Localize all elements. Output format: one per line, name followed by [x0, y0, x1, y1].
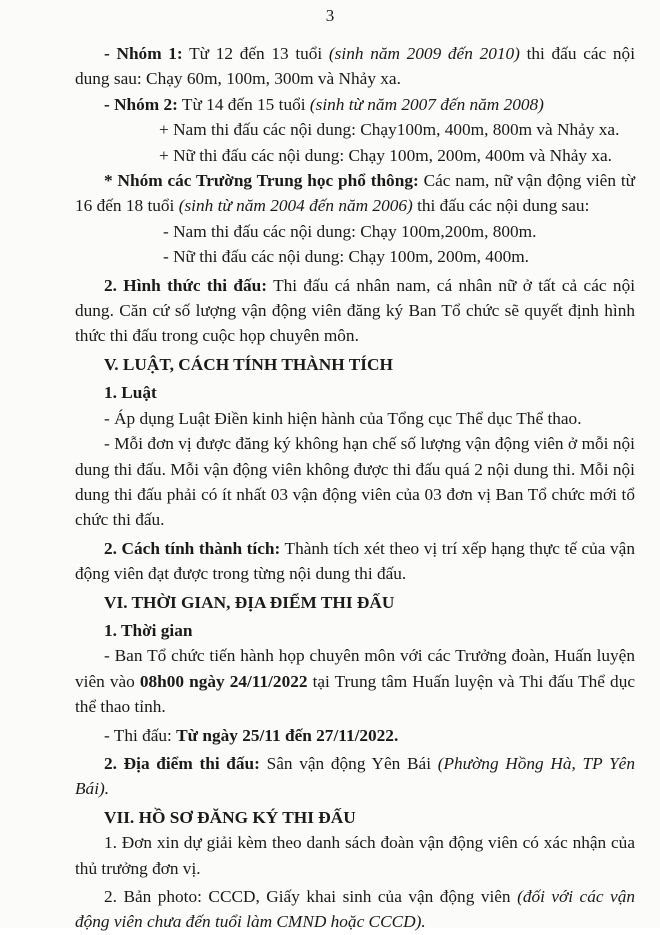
- document-body: [75, 41, 635, 935]
- highschool-birth-years: (sinh từ năm 2004 đến năm 2006): [178, 196, 413, 216]
- group-2-label: - Nhóm 2:: [104, 94, 178, 114]
- group-2-male-events: + Nam thi đấu các nội dung: Chạy100m, 400m, 800m và Nhảy xa.: [159, 120, 620, 140]
- paragraph-highschool-group: [75, 168, 635, 219]
- highschool-text: Các nam, nữ vận động viên từ 16 đến 18 tuổi: [75, 171, 636, 216]
- subheading-time: 1. Thời gian: [104, 620, 193, 640]
- section-heading-v: V. LUẬT, CÁCH TÍNH THÀNH TÍCH: [104, 354, 393, 374]
- competition-format-label: 2. Hình thức thi đấu:: [104, 275, 268, 295]
- venue-label: 2. Địa điểm thi đấu:: [104, 753, 260, 773]
- venue-address: (Phường Hồng Hà, TP Yên Bái).: [75, 753, 635, 799]
- section-heading-vii: VII. HỒ SƠ ĐĂNG KÝ THI ĐẤU: [104, 807, 356, 827]
- scoring-label: 2. Cách tính thành tích:: [104, 538, 281, 558]
- registration-2-text: 2. Bản photo: CCCD, Giấy khai sinh của vận động viên: [104, 887, 518, 906]
- paragraph-rules-2: - Mỗi đơn vị được đăng ký không hạn chế số lượng vận động viên ở mỗi nội dung thi đấu. Mỗi vận động viên không được thi đấu quá 2 nội dung thi. Mỗi nội dung thi đấu phải có ít nhất 03 vận động viên của 03 đơn vị Ban Tổ chức mới tổ chức thi đấu.: [75, 434, 635, 530]
- paragraph-meeting: [75, 643, 635, 719]
- highschool-female-events: - Nữ thi đấu các nội dung: Chạy 100m, 200m, 400m.: [163, 247, 529, 267]
- group-1-events: thi đấu các nội dung sau: Chạy 60m, 100m, 300m và Nhảy xa.: [75, 44, 635, 89]
- subheading-rules: 1. Luật: [104, 383, 157, 403]
- meeting-datetime: 08h00 ngày 24/11/2022: [139, 671, 308, 691]
- group-1-label: - Nhóm 1:: [104, 44, 183, 63]
- group-1-text: Từ 12 đến 13 tuổi: [182, 44, 329, 63]
- paragraph-group-1: [75, 41, 635, 92]
- paragraph-competition-dates: [75, 723, 635, 748]
- venue-name: Sân vận động Yên Bái: [259, 753, 438, 773]
- page-number: 3: [325, 6, 335, 25]
- paragraph-rules-1: - Áp dụng Luật Điền kinh hiện hành của Tổng cục Thể dục Thể thao.: [104, 408, 582, 428]
- paragraph-venue: [75, 751, 635, 802]
- highschool-label: * Nhóm các Trường Trung học phổ thông:: [104, 171, 419, 191]
- group-2-text: Từ 14 đến 15 tuổi: [177, 94, 310, 114]
- meeting-location: tại Trung tâm Huấn luyện và Thi đấu Thể dục thể thao tỉnh.: [75, 671, 636, 717]
- competition-format-text: Thi đấu cá nhân nam, cá nhân nữ ở tất cả các nội dung. Căn cứ số lượng vận động viên đăng ký Ban Tổ chức sẽ quyết định hình thức thi đấu trong cuộc họp chuyên môn.: [75, 275, 636, 346]
- scoring-text: Thành tích xét theo vị trí xếp hạng thực tế của vận động viên đạt được trong từng nội dung thi đấu.: [75, 538, 635, 584]
- competition-dates-value: Từ ngày 25/11 đến 27/11/2022.: [176, 725, 399, 745]
- group-2-birth-years: (sinh từ năm 2007 đến năm 2008): [309, 94, 544, 114]
- section-heading-vi: VI. THỜI GIAN, ĐỊA ĐIỂM THI ĐẤU: [104, 592, 395, 612]
- paragraph-registration-2: [75, 884, 635, 935]
- paragraph-registration-1: 1. Đơn xin dự giải kèm theo danh sách đoàn vận động viên có xác nhận của thủ trưởng đơn vị.: [75, 833, 635, 878]
- paragraph-scoring: [75, 536, 635, 587]
- paragraph-competition-format: [75, 273, 635, 349]
- group-2-female-events: + Nữ thi đấu các nội dung: Chạy 100m, 200m, 400m và Nhảy xa.: [159, 145, 612, 165]
- paragraph-group-2: [75, 92, 635, 117]
- highschool-tail: thi đấu các nội dung sau:: [412, 196, 590, 216]
- group-1-birth-years: (sinh năm 2009 đến 2010): [328, 44, 520, 63]
- highschool-male-events: - Nam thi đấu các nội dung: Chạy 100m,200m, 800m.: [163, 221, 537, 241]
- registration-2-note: (đối với các vận động viên chưa đến tuổi làm CMND hoặc CCCD).: [75, 887, 635, 932]
- meeting-text: - Ban Tổ chức tiến hành họp chuyên môn với các Trưởng đoàn, Huấn luyện viên vào: [75, 646, 635, 691]
- competition-dates-label: - Thi đấu:: [104, 725, 177, 745]
